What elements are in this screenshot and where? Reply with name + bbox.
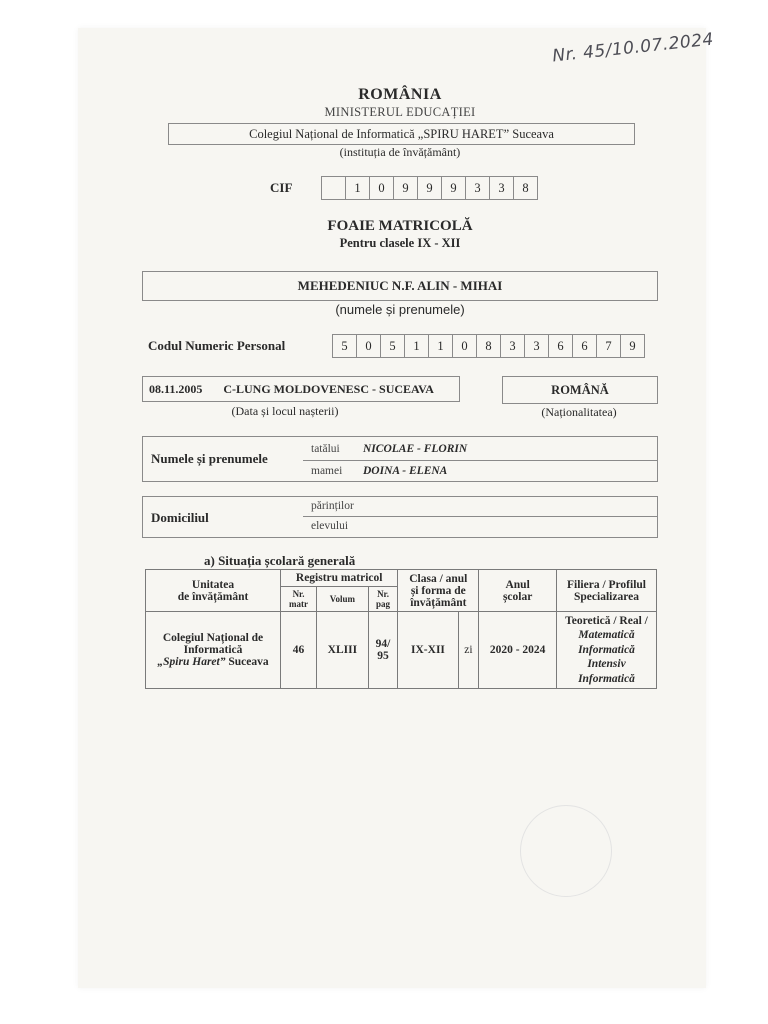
parents-names-box xyxy=(142,436,658,482)
cell-volume: XLIII xyxy=(317,612,369,689)
student-residence-row xyxy=(303,517,657,536)
cell-profile xyxy=(557,612,657,689)
parents-residence-label: părinților xyxy=(311,500,354,512)
cif-label: CIF xyxy=(270,180,293,195)
cif-digit-boxes xyxy=(322,176,538,200)
mother-name: DOINA - ELENA xyxy=(363,465,448,477)
institution-caption: (instituția de învățământ) xyxy=(339,145,461,159)
student-name-caption: (numele și prenumele) xyxy=(335,302,465,317)
profile-line: Informatică xyxy=(578,643,635,656)
cif-digit xyxy=(321,176,346,200)
institution-name-box: Colegiul Național de Informatică „SPIRU HARET” Suceava xyxy=(168,123,635,145)
unit-city: Suceava xyxy=(225,655,269,668)
cnp-label: Codul Numeric Personal xyxy=(148,338,286,353)
unit-line: Informatică xyxy=(183,643,243,656)
nationality-box: ROMÂNĂ xyxy=(502,376,658,404)
cell-year: 2020 - 2024 xyxy=(479,612,557,689)
document-title: FOAIE MATRICOLĂ xyxy=(327,218,473,234)
unit-line xyxy=(148,656,278,668)
mother-label: mamei xyxy=(311,465,343,477)
unit-name-italic: „Spiru Haret” xyxy=(157,655,226,668)
profile-line: Teoretică / Real / xyxy=(565,615,648,627)
birth-caption: (Data și locul nașterii) xyxy=(231,404,339,418)
birth-date: 08.11.2005 xyxy=(149,382,203,396)
cnp-digit: 6 xyxy=(572,334,597,358)
handwritten-registration-note: Nr. 45/10.07.2024 xyxy=(551,29,715,67)
cif-digit: 3 xyxy=(489,176,514,200)
cell-class: IX-XII xyxy=(398,612,458,689)
unit-line: Colegiul Național de xyxy=(162,631,264,644)
header-profile: Filiera / Profilul Specializarea xyxy=(557,570,657,612)
cnp-digit: 3 xyxy=(524,334,549,358)
father-label: tatălui xyxy=(311,443,340,455)
residence-box xyxy=(142,496,658,538)
cnp-digit: 0 xyxy=(452,334,477,358)
cnp-digit: 0 xyxy=(356,334,381,358)
cnp-digit: 5 xyxy=(380,334,405,358)
ministry-heading: MINISTERUL EDUCAȚIEI xyxy=(324,105,476,119)
header-unit: Unitatea de învățământ xyxy=(146,570,281,612)
cif-digit: 9 xyxy=(441,176,466,200)
parents-label: Numele și prenumele xyxy=(151,451,268,466)
student-name-box: MEHEDENIUC N.F. ALIN - MIHAI xyxy=(142,271,658,301)
cif-digit: 9 xyxy=(393,176,418,200)
header-volume: Volum xyxy=(317,587,369,612)
profile-line: Informatică xyxy=(578,672,635,685)
residence-label: Domiciliul xyxy=(151,510,209,525)
father-row xyxy=(303,439,657,461)
cell-nr-matr: 46 xyxy=(281,612,317,689)
cnp-digit: 6 xyxy=(548,334,573,358)
school-situation-title: a) Situația școlară generală xyxy=(204,553,356,568)
cnp-digit: 7 xyxy=(596,334,621,358)
cell-form: zi xyxy=(458,612,479,689)
student-residence-label: elevului xyxy=(311,520,349,532)
cnp-digit: 5 xyxy=(332,334,357,358)
birth-info-box xyxy=(142,376,460,402)
school-situation-table xyxy=(145,569,657,689)
cif-digit: 3 xyxy=(465,176,490,200)
header-year: Anul școlar xyxy=(479,570,557,612)
faint-stamp-mark xyxy=(520,805,612,897)
cif-digit: 0 xyxy=(369,176,394,200)
mother-row xyxy=(303,461,657,482)
cnp-digit: 3 xyxy=(500,334,525,358)
cnp-digit-boxes xyxy=(333,334,645,358)
header-register: Registru matricol xyxy=(281,570,398,587)
header-nr-matr: Nr. matr xyxy=(281,587,317,612)
cnp-digit: 8 xyxy=(476,334,501,358)
profile-line: Intensiv xyxy=(587,658,626,671)
cif-digit: 9 xyxy=(417,176,442,200)
birth-place: C-LUNG MOLDOVENESC - SUCEAVA xyxy=(223,382,434,396)
cell-nr-pag: 94/ 95 xyxy=(368,612,398,689)
nationality-caption: (Naționalitatea) xyxy=(541,405,617,419)
cnp-digit: 9 xyxy=(620,334,645,358)
cif-digit: 1 xyxy=(345,176,370,200)
cif-digit: 8 xyxy=(513,176,538,200)
header-nr-pag: Nr. pag xyxy=(368,587,398,612)
father-name: NICOLAE - FLORIN xyxy=(363,443,468,455)
profile-line: Matematică xyxy=(578,629,635,642)
country-heading: ROMÂNIA xyxy=(358,86,442,103)
table-row xyxy=(146,612,657,689)
cell-unit xyxy=(146,612,281,689)
document-subtitle: Pentru clasele IX - XII xyxy=(339,236,461,250)
cnp-digit: 1 xyxy=(428,334,453,358)
header-class: Clasa / anul și forma de învățământ xyxy=(398,570,479,612)
parents-residence-row xyxy=(303,497,657,517)
cnp-digit: 1 xyxy=(404,334,429,358)
